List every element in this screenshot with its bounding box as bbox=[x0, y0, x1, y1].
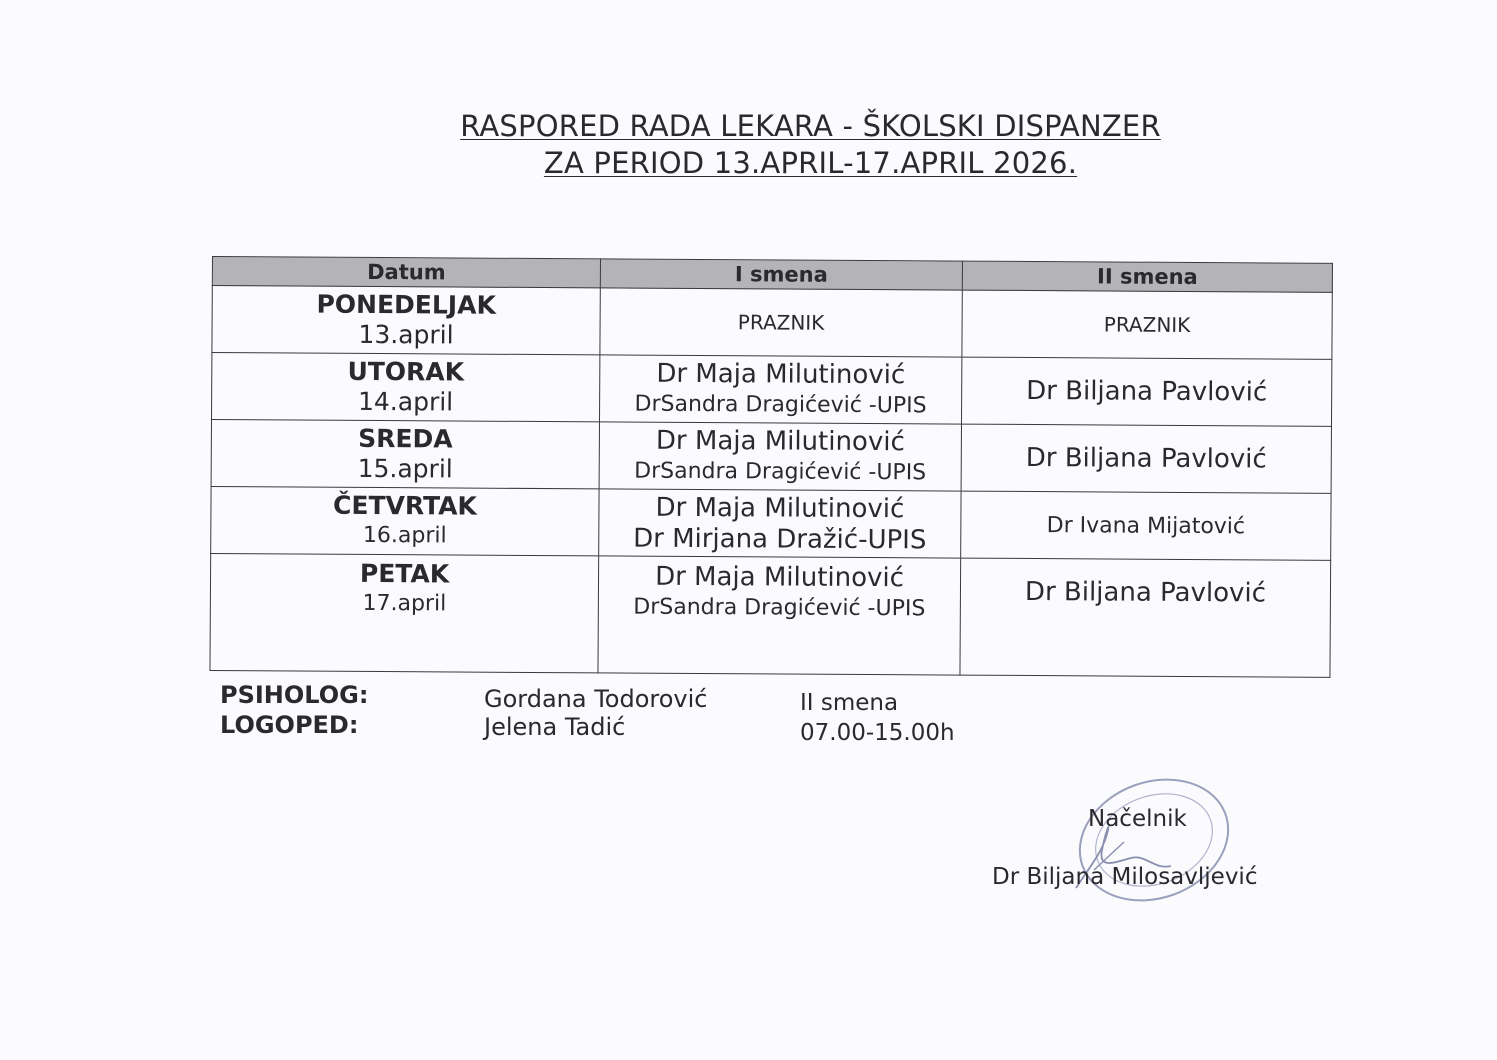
signer-title: Načelnik bbox=[1088, 806, 1187, 832]
holiday-label: PRAZNIK bbox=[737, 310, 825, 335]
shift-1-cell bbox=[598, 556, 961, 675]
shift-1-cell bbox=[599, 355, 961, 424]
table-row bbox=[212, 286, 1332, 360]
holiday-label: PRAZNIK bbox=[1103, 312, 1191, 337]
shift-1-enrollment-doctor: DrSandra Dragićević -UPIS bbox=[634, 391, 927, 419]
shift-2-cell: Dr Biljana Pavlović bbox=[960, 558, 1331, 677]
staff-shift-hours: 07.00-15.00h bbox=[800, 720, 955, 746]
day-name: UTORAK bbox=[347, 356, 465, 387]
shift-1-cell bbox=[600, 288, 962, 357]
table-row bbox=[211, 420, 1331, 494]
day-date: 17.april bbox=[362, 590, 447, 617]
date-cell bbox=[210, 553, 599, 672]
shift-1-doctor: Dr Maja Milutinović bbox=[656, 358, 906, 391]
signer-name: Dr Biljana Milosavljević bbox=[992, 864, 1258, 890]
day-date: 13.april bbox=[358, 319, 454, 350]
shift-1-enrollment-doctor: DrSandra Dragićević -UPIS bbox=[634, 458, 927, 486]
day-date: 15.april bbox=[357, 453, 453, 484]
speech-therapist-label: LOGOPED: bbox=[220, 711, 359, 739]
day-name: SREDA bbox=[358, 423, 453, 454]
shift-2-cell bbox=[962, 290, 1332, 359]
shift-1-enrollment-doctor: Dr Mirjana Dražić-UPIS bbox=[633, 523, 927, 556]
schedule-table bbox=[209, 256, 1333, 678]
day-name: ČETVRTAK bbox=[332, 490, 477, 521]
date-cell bbox=[211, 420, 599, 489]
shift-1-enrollment-doctor: DrSandra Dragićević -UPIS bbox=[633, 594, 926, 622]
table-row bbox=[211, 486, 1331, 560]
column-header-shift-2: II smena bbox=[962, 261, 1332, 292]
shift-2-cell: Dr Ivana Mijatović bbox=[961, 491, 1331, 560]
day-name: PETAK bbox=[359, 558, 450, 589]
shift-1-doctor: Dr Maja Milutinović bbox=[655, 425, 905, 458]
table-row bbox=[210, 553, 1331, 677]
document-title-line-1: RASPORED RADA LEKARA - ŠKOLSKI DISPANZER bbox=[460, 109, 1161, 143]
document-title-line-2: ZA PERIOD 13.APRIL-17.APRIL 2026. bbox=[543, 146, 1078, 180]
shift-1-doctor: Dr Maja Milutinović bbox=[655, 492, 905, 525]
psychologist-name: Gordana Todorović bbox=[484, 685, 708, 713]
shift-2-cell: Dr Biljana Pavlović bbox=[961, 357, 1331, 426]
psychologist-label: PSIHOLOG: bbox=[220, 681, 369, 709]
date-cell bbox=[211, 486, 599, 555]
speech-therapist-name: Jelena Tadić bbox=[484, 713, 626, 741]
shift-2-cell: Dr Biljana Pavlović bbox=[961, 424, 1331, 493]
official-stamp-with-signature bbox=[1036, 770, 1246, 920]
day-name: PONEDELJAK bbox=[316, 289, 496, 320]
column-header-shift-1: I smena bbox=[600, 259, 962, 290]
staff-shift-label: II smena bbox=[800, 690, 899, 716]
date-cell bbox=[212, 353, 600, 422]
day-date: 14.april bbox=[357, 386, 454, 417]
day-date: 16.april bbox=[362, 522, 447, 549]
shift-1-cell bbox=[599, 422, 961, 491]
date-cell bbox=[212, 286, 600, 355]
shift-1-doctor: Dr Maja Milutinović bbox=[655, 561, 905, 594]
table-row bbox=[212, 353, 1332, 427]
column-header-date: Datum bbox=[212, 257, 600, 288]
shift-1-cell bbox=[599, 489, 961, 558]
